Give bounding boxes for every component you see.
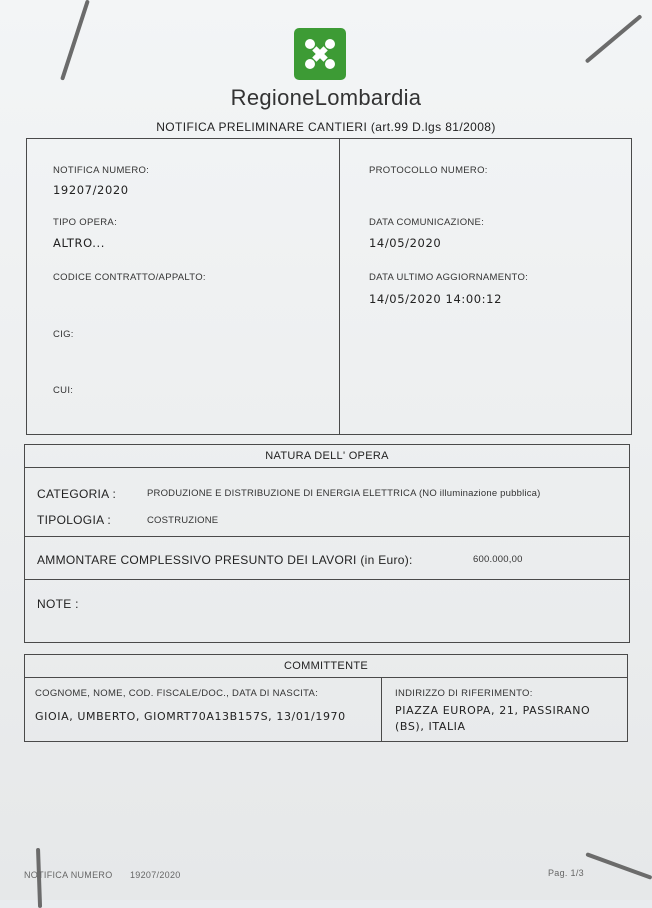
data-comunicazione-label: DATA COMUNICAZIONE: xyxy=(369,217,485,228)
categoria-value: PRODUZIONE E DISTRIBUZIONE DI ENERGIA ELETTRICA (NO illuminazione pubblica) xyxy=(147,488,541,499)
data-aggiornamento-value: 14/05/2020 14:00:12 xyxy=(369,292,502,306)
categoria-label: CATEGORIA : xyxy=(37,487,117,501)
cui-label: CUI: xyxy=(53,385,74,396)
document-title: NOTIFICA PRELIMINARE CANTIERI (art.99 D.lgs 81/2008) xyxy=(156,120,496,134)
indirizzo-line1: PIAZZA EUROPA, 21, PASSIRANO xyxy=(395,704,591,717)
tipo-opera-value: ALTRO... xyxy=(53,236,106,250)
ammontare-value: 600.000,00 xyxy=(473,554,523,565)
footer-page-number: Pag. 1/3 xyxy=(548,868,584,878)
tipologia-value: COSTRUZIONE xyxy=(147,515,219,526)
protocollo-label: PROTOCOLLO NUMERO: xyxy=(369,165,488,176)
info-divider xyxy=(339,139,340,434)
notifica-numero-value: 19207/2020 xyxy=(53,183,129,197)
fastener-top-right xyxy=(585,14,643,63)
notifica-numero-label: NOTIFICA NUMERO: xyxy=(53,165,150,176)
indirizzo-line2: (BS), ITALIA xyxy=(395,720,466,733)
info-section xyxy=(26,138,632,435)
note-label: NOTE : xyxy=(37,597,79,611)
committente-divider xyxy=(381,677,382,741)
codice-contratto-label: CODICE CONTRATTO/APPALTO: xyxy=(53,272,206,283)
committente-section xyxy=(24,654,628,742)
committente-header: COMMITTENTE xyxy=(25,655,627,678)
committente-nome-value: GIOIA, UMBERTO, GIOMRT70A13B157S, 13/01/1970 xyxy=(35,710,346,723)
indirizzo-label: INDIRIZZO DI RIFERIMENTO: xyxy=(395,688,533,699)
fastener-top-left xyxy=(60,0,90,81)
fastener-bottom-right xyxy=(585,852,652,880)
tipologia-label: TIPOLOGIA : xyxy=(37,513,111,527)
natura-opera-header: NATURA DELL' OPERA xyxy=(25,445,629,468)
regione-lombardia-logo-icon xyxy=(294,28,346,80)
brand-name: RegioneLombardia xyxy=(230,85,422,110)
natura-divider-2 xyxy=(25,579,629,580)
committente-nome-label: COGNOME, NOME, COD. FISCALE/DOC., DATA DI NASCITA: xyxy=(35,688,319,699)
data-comunicazione-value: 14/05/2020 xyxy=(369,236,442,250)
natura-divider-1 xyxy=(25,536,629,537)
footer-notifica-label: NOTIFICA NUMERO xyxy=(24,870,113,880)
natura-opera-section xyxy=(24,444,630,643)
data-aggiornamento-label: DATA ULTIMO AGGIORNAMENTO: xyxy=(369,272,529,283)
tipo-opera-label: TIPO OPERA: xyxy=(53,217,118,228)
ammontare-label: AMMONTARE COMPLESSIVO PRESUNTO DEI LAVORI (in Euro): xyxy=(37,553,413,567)
footer-notifica-number: 19207/2020 xyxy=(130,870,181,880)
cig-label: CIG: xyxy=(53,329,74,340)
